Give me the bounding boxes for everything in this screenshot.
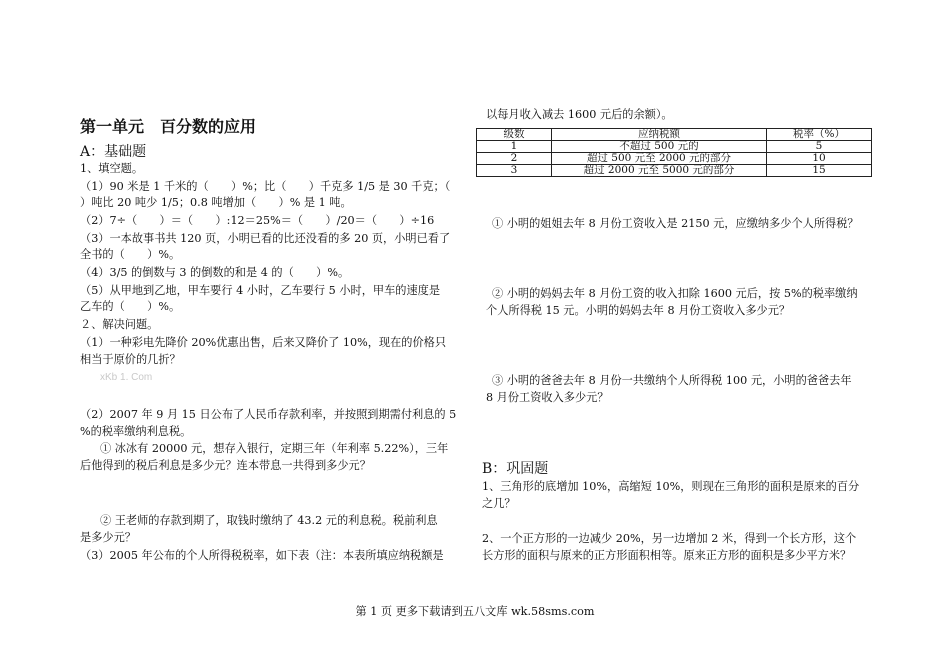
fill-q3-line2: 全书的（ ）%。 <box>80 248 181 261</box>
solve-q1-line2: 相当于原价的几折？ <box>80 353 181 366</box>
table-row <box>477 165 872 177</box>
section-a-title: A：基础题 <box>80 144 147 160</box>
fill-q5-line2: 乙车的（ ）%。 <box>80 300 181 313</box>
table-cell: 不超过 500 元的 <box>552 141 767 153</box>
table-cell: 15 <box>767 165 872 177</box>
tax-q2-line1: ② 小明的妈妈去年 8 月份工资的收入扣除 1600 元后，按 5%的税率缴纳 <box>492 287 858 300</box>
watermark-text: xKb 1. Com <box>100 372 153 383</box>
tax-rate-table <box>476 128 872 177</box>
table-cell: 超过 500 元至 2000 元的部分 <box>552 153 767 165</box>
table-cell: 10 <box>767 153 872 165</box>
fill-blank-heading: 1、填空题。 <box>80 162 144 175</box>
b-q2-line2: 长方形的面积与原来的正方形面积相等。原来正方形的面积是多少平方米？ <box>482 549 852 562</box>
header-taxable-amount: 应纳税额 <box>552 129 767 141</box>
tax-q2-line2: 个人所得税 15 元。小明的妈妈去年 8 月份工资收入多少元？ <box>486 304 791 317</box>
fill-q1-line1: （1）90 米是 1 千米的（ ）%；比（ ）千克多 1/5 是 30 千克；（ <box>80 180 451 193</box>
fill-q2: （2）7÷（ ）＝（ ）:12＝25%＝（ ）/20＝（ ）÷16 <box>80 214 435 227</box>
solve-q2-sub1-line1: ① 冰冰有 20000 元，想存入银行，定期三年（年利率 5.22%），三年 <box>100 442 449 455</box>
solve-q1-line1: （1）一种彩电先降价 20%优惠出售，后来又降价了 10%，现在的价格只 <box>80 336 447 349</box>
table-cell: 2 <box>477 153 552 165</box>
solve-q2-line2: %的税率缴纳利息税。 <box>80 425 192 438</box>
table-cell: 3 <box>477 165 552 177</box>
solve-q3-intro: （3）2005 年公布的个人所得税税率，如下表（注：本表所填应纳税额是 <box>80 549 444 562</box>
solve-q2-line1: （2）2007 年 9 月 15 日公布了人民币存款利率，并按照到期需付利息的 5 <box>80 408 457 421</box>
b-q1-line1: 1、三角形的底增加 10%，高缩短 10%，则现在三角形的面积是原来的百分 <box>482 480 860 493</box>
solve-q2-sub1-line2: 后他得到的税后利息是多少元？连本带息一共得到多少元？ <box>80 459 371 472</box>
table-cell: 5 <box>767 141 872 153</box>
table-row <box>477 141 872 153</box>
table-row <box>477 153 872 165</box>
fill-q5-line1: （5）从甲地到乙地，甲车要行 4 小时，乙车要行 5 小时，甲车的速度是 <box>80 284 441 297</box>
table-header-row <box>477 129 872 141</box>
solve-heading: ２、解决问题。 <box>80 318 159 331</box>
fill-q3-line1: （3）一本故事书共 120 页，小明已看的比还没看的多 20 页，小明已看了 <box>80 232 451 245</box>
tax-q1: ① 小明的姐姐去年 8 月份工资收入是 2150 元，应缴纳多少个人所得税？ <box>492 217 859 230</box>
section-b-title: B：巩固题 <box>482 461 549 477</box>
tax-q3-line2: 8 月份工资收入多少元？ <box>486 391 609 404</box>
b-q2-line1: 2、一个正方形的一边减少 20%，另一边增加 2 米，得到一个长方形，这个 <box>482 532 857 545</box>
solve-q2-sub2-line1: ② 王老师的存款到期了，取钱时缴纳了 43.2 元的利息税。税前利息 <box>100 514 438 527</box>
tax-q3-line1: ③ 小明的爸爸去年 8 月份一共缴纳个人所得税 100 元，小明的爸爸去年 <box>492 374 852 387</box>
fill-q4: （4）3/5 的倒数与 3 的倒数的和是 4 的（ ）%。 <box>80 266 350 279</box>
table-cell: 超过 2000 元至 5000 元的部分 <box>552 165 767 177</box>
header-level: 级数 <box>477 129 552 141</box>
table-intro: 以每月收入减去 1600 元后的余额）。 <box>486 108 673 121</box>
table-cell: 1 <box>477 141 552 153</box>
fill-q1-line2: ）吨比 20 吨少 1/5；0.8 吨增加（ ）% 是 1 吨。 <box>80 196 352 209</box>
b-q1-line2: 之几？ <box>482 497 516 510</box>
header-tax-rate: 税率（%） <box>767 129 872 141</box>
unit-title: 第一单元 百分数的应用 <box>80 117 257 136</box>
page-footer: 第 1 页 更多下载请到五八文库 wk.58sms.com <box>355 605 595 618</box>
solve-q2-sub2-line2: 是多少元？ <box>80 531 136 544</box>
